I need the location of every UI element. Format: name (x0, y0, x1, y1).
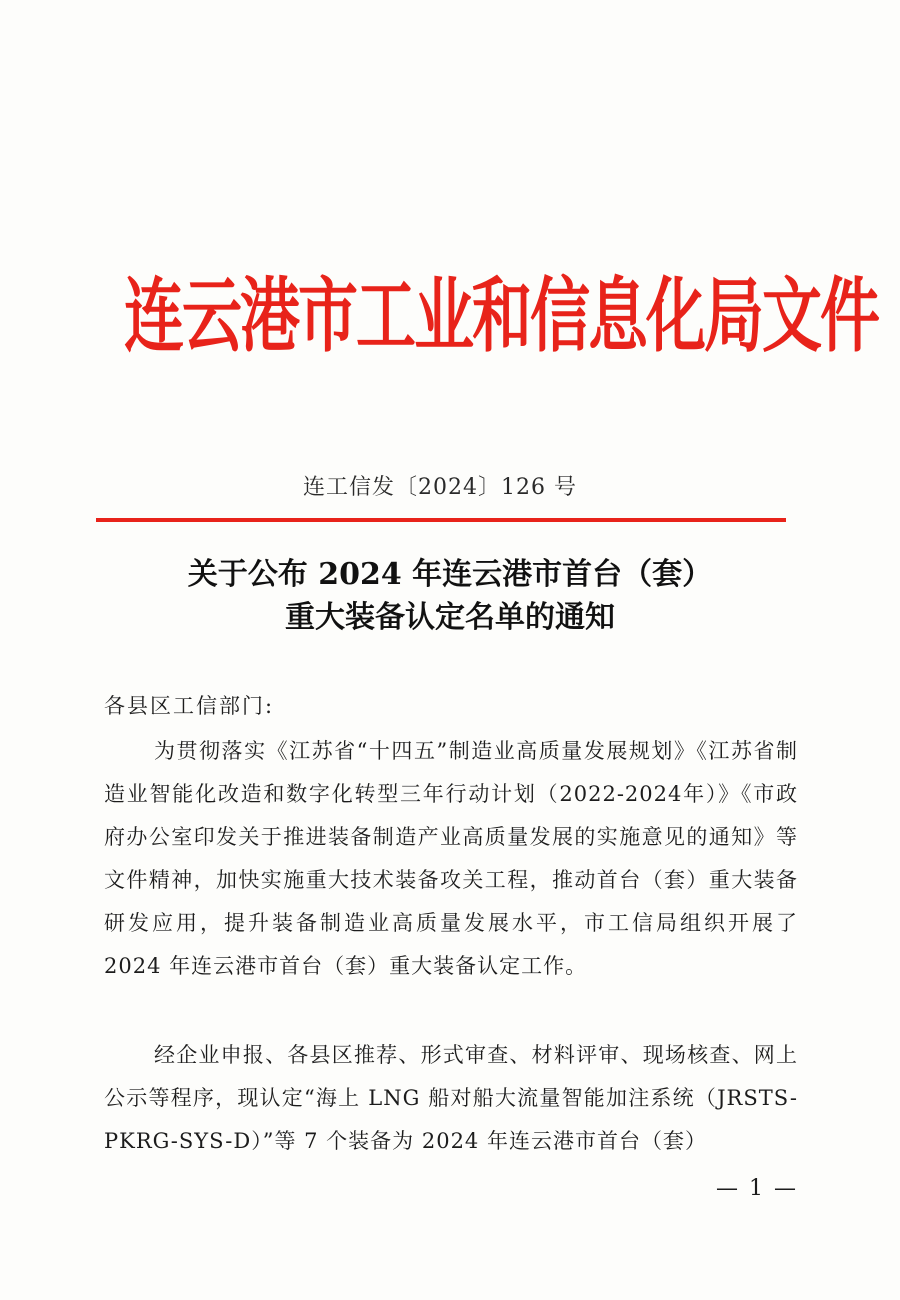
red-divider (96, 518, 786, 522)
salutation: 各县区工信部门: (104, 694, 275, 718)
masthead-title: 连云港市工业和信息化局文件 (124, 269, 878, 365)
page-number: — 1 — (716, 1176, 798, 1201)
document-title-line-1: 关于公布 2024 年连云港市首台（套） (187, 557, 713, 592)
document-number: 连工信发〔2024〕126 号 (303, 475, 577, 500)
body-paragraph-2: 经企业申报、各县区推荐、形式审查、材料评审、现场核查、网上公示等程序，现认定“海上 LNG 船对船大流量智能加注系统（JRSTS-PKRG-SYS-D）”等 7 个装备为 2024 年连云港市首台（套） (104, 1043, 798, 1153)
document-title-line-2: 重大装备认定名单的通知 (285, 600, 615, 635)
body-paragraph-1: 为贯彻落实《江苏省“十四五”制造业高质量发展规划》《江苏省制造业智能化改造和数字化转型三年行动计划（2022-2024年）》《市政府办公室印发关于推进装备制造产业高质量发展的实施意见的通知》等文件精神，加快实施重大技术装备攻关工程，推动首台（套）重大装备研发应用，提升装备制造业高质量发展水平，市工信局组织开展了 2024 年连云港市首台（套）重大装备认定工作。 (104, 739, 798, 978)
